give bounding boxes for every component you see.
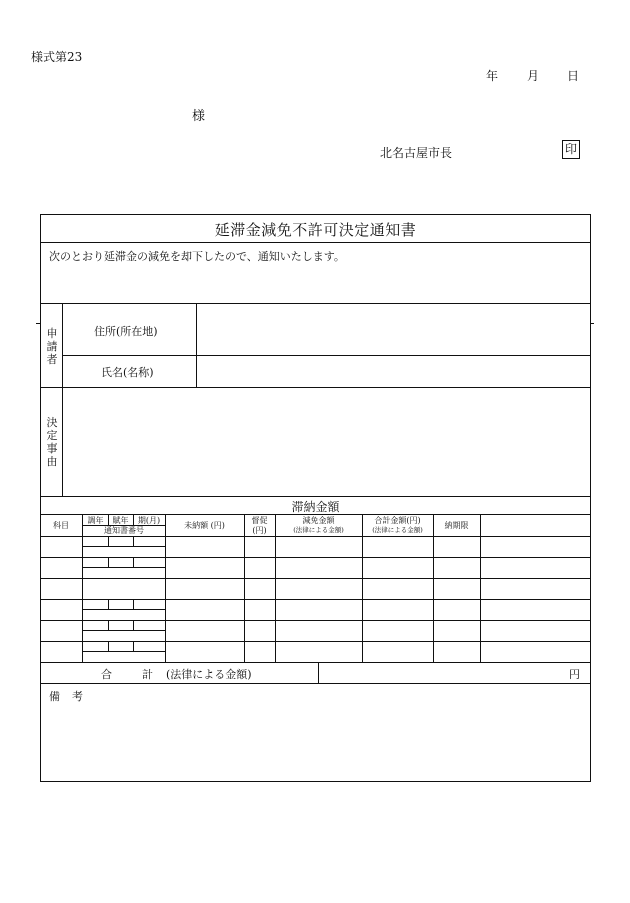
total-label-a: 合 bbox=[101, 668, 112, 681]
col-item: 科目 bbox=[53, 521, 69, 530]
lead-text: 次のとおり延滞金の減免を却下したので、通知いたします。 bbox=[49, 250, 345, 263]
col-total: 合計金額(円) bbox=[374, 516, 421, 525]
applicant-label: 申請者 bbox=[46, 327, 58, 366]
remarks-label-b: 考 bbox=[72, 690, 83, 703]
total-label-b: 計 bbox=[142, 668, 153, 681]
name-label: 氏名(名称) bbox=[101, 366, 154, 379]
reason-label: 決定事由 bbox=[46, 416, 58, 468]
arrears-title: 滞納金額 bbox=[291, 500, 340, 514]
col-reduction: 減免金額 bbox=[302, 516, 335, 525]
col-year: 調年 bbox=[87, 516, 104, 525]
issuer-name: 北名古屋市長 bbox=[380, 146, 453, 160]
col-reminder-unit: (円) bbox=[252, 526, 267, 535]
address-label: 住所(所在地) bbox=[94, 325, 158, 338]
col-due: 納期限 bbox=[444, 521, 469, 530]
total-unit: 円 bbox=[569, 668, 580, 681]
col-reduction-sub: (法律による金額) bbox=[293, 526, 344, 534]
seal-box: 印 bbox=[562, 140, 580, 159]
addressee-suffix: 様 bbox=[192, 109, 206, 124]
remarks-label-a: 備 bbox=[49, 690, 60, 703]
form-number: 様式第23 bbox=[31, 50, 83, 64]
col-unpaid: 未納額 (円) bbox=[184, 521, 225, 530]
col-tax-year: 賦年 bbox=[112, 516, 129, 525]
total-label-c: (法律による金額) bbox=[166, 668, 252, 681]
document-title: 延滞金減免不許可決定通知書 bbox=[214, 221, 417, 239]
col-notice-no: 通知書番号 bbox=[104, 526, 144, 535]
date-day: 日 bbox=[567, 69, 580, 83]
col-period: 期(月) bbox=[137, 516, 161, 525]
col-reminder: 督促 bbox=[251, 516, 268, 525]
date-year: 年 bbox=[486, 69, 499, 83]
date-month: 月 bbox=[527, 69, 540, 83]
col-total-sub: (法律による金額) bbox=[372, 526, 423, 534]
